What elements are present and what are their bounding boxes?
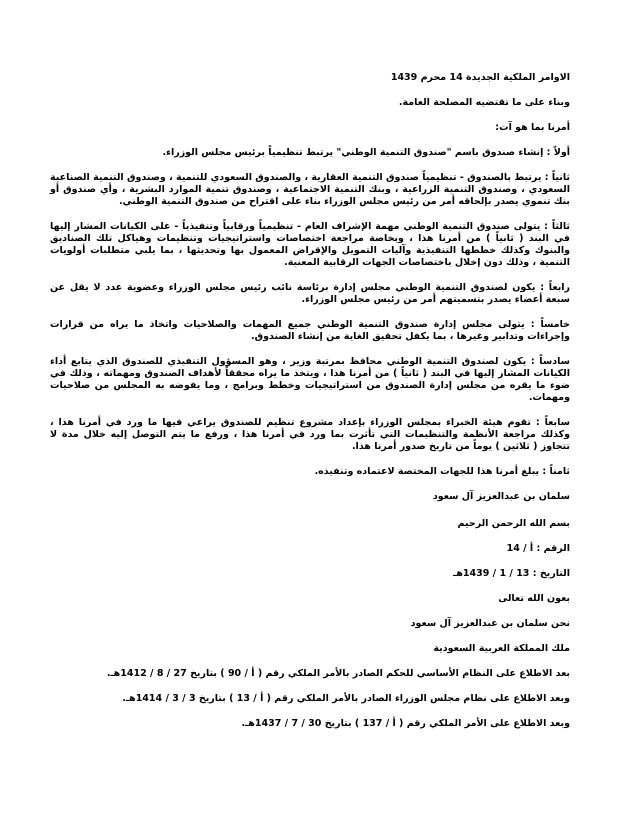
item-label: ثانياً : xyxy=(544,172,570,183)
reference-line: وبعد الاطلاع على نظام مجلس الوزراء الصادر بالأمر الملكي رقم ( أ / 13 ) بتاريخ 3 / 3 / 1414هـ. xyxy=(122,693,570,704)
spacer xyxy=(50,605,570,618)
spacer xyxy=(50,705,570,718)
item-text: يتولى صندوق التنمية الوطني مهمة الإشراف العام - تنظيمياً ورقابياً وتنفيذياً - على الكيانات المشار إليها في البند ( ثانياً ) من أمرنا هذا ، وبخاصة مراجعة اختصاصات واستراتيجيات وتنظيمات وهياكل تلك الصناديق والبنوك وكذلك خططها التنفيذية وآليات التمويل والإقراض المعمول بها وتحديثها ، بما يلبي متطلبات أولويات التنمية ، وذلك دون إخلال باختصاصات الجهات الرقابية المعنية. xyxy=(50,221,570,268)
item-text: إنشاء صندوق باسم "صندوق التنمية الوطني" يرتبط تنظيمياً برئيس مجلس الوزراء. xyxy=(162,147,544,158)
spacer xyxy=(50,555,570,568)
item-text: يبلغ أمرنا هذا للجهات المختصة لاعتماده وتنفيذه. xyxy=(314,466,540,477)
item-text: يرتبط بالصندوق - تنظيمياً صندوق التنمية العقارية ، والصندوق السعودي للتنمية ، وصندوق التنمية الصناعية السعودي ، وصندوق التنمية الزراعية ، وبنك التنمية الاجتماعية ، وصندوق تنمية الموارد البشرية ، وأي صندوق أو بنك تنموي يصدر بإلحاقه أمر من رئيس مجلس الوزراء بناء على اقتراح من صندوق التنمية الوطني. xyxy=(50,172,570,207)
spacer xyxy=(50,530,570,543)
spacer xyxy=(50,134,570,147)
spacer xyxy=(50,269,570,282)
command-line: أمرنا بما هو آت: xyxy=(495,122,570,133)
item-text: يتولى مجلس إدارة صندوق التنمية الوطني جميع المهمات والصلاحيات واتخاذ ما يراه من قرارات وإجراءات وتدابير وغيرها ، بما يكفل تحقيق الغاية من إنشاء الصندوق. xyxy=(50,319,570,342)
item-label: سابعاً : xyxy=(535,417,571,428)
king-line: نحن سلمان بن عبدالعزيز آل سعود xyxy=(410,618,570,629)
item-first xyxy=(50,147,570,159)
item-text: تقوم هيئة الخبراء بمجلس الوزراء بإعداد مشروع تنظيم للصندوق يراعي فيها ما ورد في أمرنا هذا ، وكذلك مراجعة الأنظمة والتنظيمات التي تأثرت بما ورد في أمرنا هذا ، ورفع ما يتم التوصل إليه خلال مدة لا تتجاوز ( ثلاثين ) يوماً من تاريخ صدور أمرنا هذا. xyxy=(50,417,570,452)
spacer xyxy=(50,84,570,97)
item-label: خامساً : xyxy=(530,319,570,330)
item-second xyxy=(50,172,570,208)
spacer xyxy=(50,109,570,122)
spacer xyxy=(50,655,570,668)
signature: سلمان بن عبدالعزيز آل سعود xyxy=(432,491,570,502)
spacer xyxy=(50,306,570,319)
reference-line: وبعد الاطلاع على الأمر الملكي رقم ( أ / 137 ) بتاريخ 30 / 7 / 1437هـ. xyxy=(241,718,570,729)
spacer xyxy=(50,159,570,172)
with-help-line: بعون الله تعالى xyxy=(498,593,570,604)
item-fifth xyxy=(50,319,570,343)
spacer xyxy=(50,343,570,356)
item-text: يكون لصندوق التنمية الوطني محافظ بمرتبة وزير ، وهو المسؤول التنفيذي للصندوق الذي يتابع أداء الكيانات المشار إليها في البند ( ثانياً ) من أمرنا هذا ، ويتخذ ما يراه محققاً لأهداف الصندوق ومهماته ، وذلك في ضوء ما يقره من مجلس إدارة الصندوق من استراتيجيات وخطط وبرامج ، وما يفوضه به المجلس من صلاحيات ومهمات. xyxy=(50,356,570,403)
item-eighth xyxy=(50,466,570,478)
document-title: الاوامر الملكية الجديدة 14 محرم 1439 xyxy=(390,72,570,83)
basmala: بسم الله الرحمن الرحيم xyxy=(457,518,570,529)
decree-number: الرقم : أ / 14 xyxy=(506,543,570,554)
spacer xyxy=(50,404,570,417)
item-seventh xyxy=(50,417,570,453)
item-label: رابعاً : xyxy=(540,282,570,293)
second-decree xyxy=(50,518,570,730)
reference-line: بعد الاطلاع على النظام الأساسي للحكم الصادر بالأمر الملكي رقم ( أ / 90 ) بتاريخ 27 / 8 / 1412هـ. xyxy=(106,668,570,679)
item-text: يكون لصندوق التنمية الوطني مجلس إدارة برئاسة نائب رئيس مجلس الوزراء وعضوية عدد لا يقل عن سبعة أعضاء يصدر بتسميتهم أمر من رئيس مجلس الوزراء. xyxy=(50,282,570,305)
spacer xyxy=(50,680,570,693)
spacer xyxy=(50,453,570,466)
item-third xyxy=(50,221,570,269)
item-fourth xyxy=(50,282,570,306)
item-sixth xyxy=(50,356,570,404)
item-label: سادساً : xyxy=(530,356,570,367)
spacer xyxy=(50,630,570,643)
decree-document xyxy=(50,72,570,503)
item-label: أولاً : xyxy=(546,147,570,158)
item-label: ثالثاً : xyxy=(544,221,570,232)
spacer xyxy=(50,580,570,593)
spacer xyxy=(50,208,570,221)
king-title: ملك المملكة العربية السعودية xyxy=(433,643,570,654)
spacer xyxy=(50,478,570,491)
decree-date: التاريخ : 13 / 1 / 1439هـ xyxy=(453,568,570,579)
item-label: ثامناً : xyxy=(542,466,570,477)
intro-line: وبناء على ما تقتضيه المصلحة العامة. xyxy=(398,97,570,108)
